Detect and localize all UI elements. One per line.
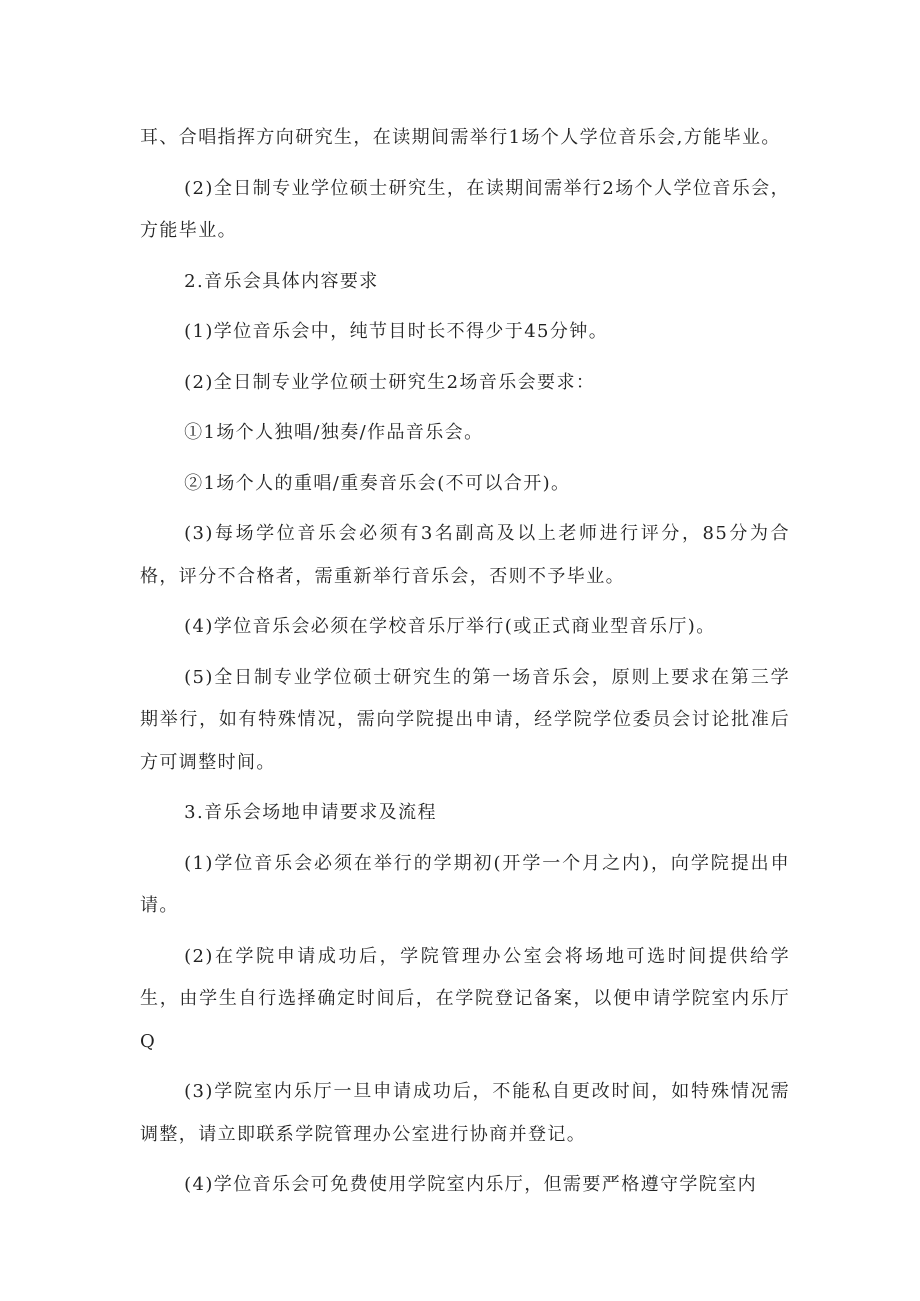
paragraph-item-2: (2)全日制专业学位硕士研究生，在读期间需举行2场个人学位音乐会，方能毕业。 bbox=[140, 177, 790, 241]
document-body bbox=[140, 117, 790, 1215]
section-heading-3: 3.音乐会场地申请要求及流程 bbox=[184, 802, 437, 823]
paragraph-item-2c: (2)在学院申请成功后，学院管理办公室会将场地可选时间提供给学生，由学生自行选择确定时间后，在学院登记备案，以便申请学院室内乐厅Q bbox=[140, 945, 790, 1052]
paragraph-item-1: (1)学位音乐会中，纯节目时长不得少于45分钟。 bbox=[184, 321, 609, 342]
section-heading-2: 2.音乐会具体内容要求 bbox=[184, 270, 379, 292]
paragraph-item-3: (3)每场学位音乐会必须有3名副高及以上老师进行评分，85分为合格，评分不合格者，需重新举行音乐会，否则不予毕业。 bbox=[140, 523, 790, 587]
paragraph-item-3b: (3)学院室内乐厅一旦申请成功后，不能私自更改时间，如特殊情况需调整，请立即联系学院管理办公室进行协商并登记。 bbox=[140, 1081, 790, 1145]
paragraph-continuation: 耳、合唱指挥方向研究生，在读期间需举行1场个人学位音乐会,方能毕业。 bbox=[140, 127, 781, 148]
paragraph-item-4: (4)学位音乐会必须在学校音乐厅举行(或正式商业型音乐厅)。 bbox=[184, 616, 716, 637]
paragraph-subitem-2: ②1场个人的重唱/重奏音乐会(不可以合开)。 bbox=[184, 472, 571, 494]
paragraph-item-5: (5)全日制专业学位硕士研究生的第一场音乐会，原则上要求在第三学期举行，如有特殊情况，需向学院提出申请，经学院学位委员会讨论批准后方可调整时间。 bbox=[140, 666, 790, 773]
paragraph-item-2b: (2)全日制专业学位硕士研究生2场音乐会要求： bbox=[184, 371, 596, 393]
paragraph-subitem-1: ①1场个人独唱/独奏/作品音乐会。 bbox=[184, 422, 484, 443]
paragraph-item-1b: (1)学位音乐会必须在举行的学期初(开学一个月之内)，向学院提出申请。 bbox=[140, 852, 790, 916]
paragraph-item-4b: (4)学位音乐会可免费使用学院室内乐厅，但需要严格遵守学院室内 bbox=[184, 1174, 757, 1195]
